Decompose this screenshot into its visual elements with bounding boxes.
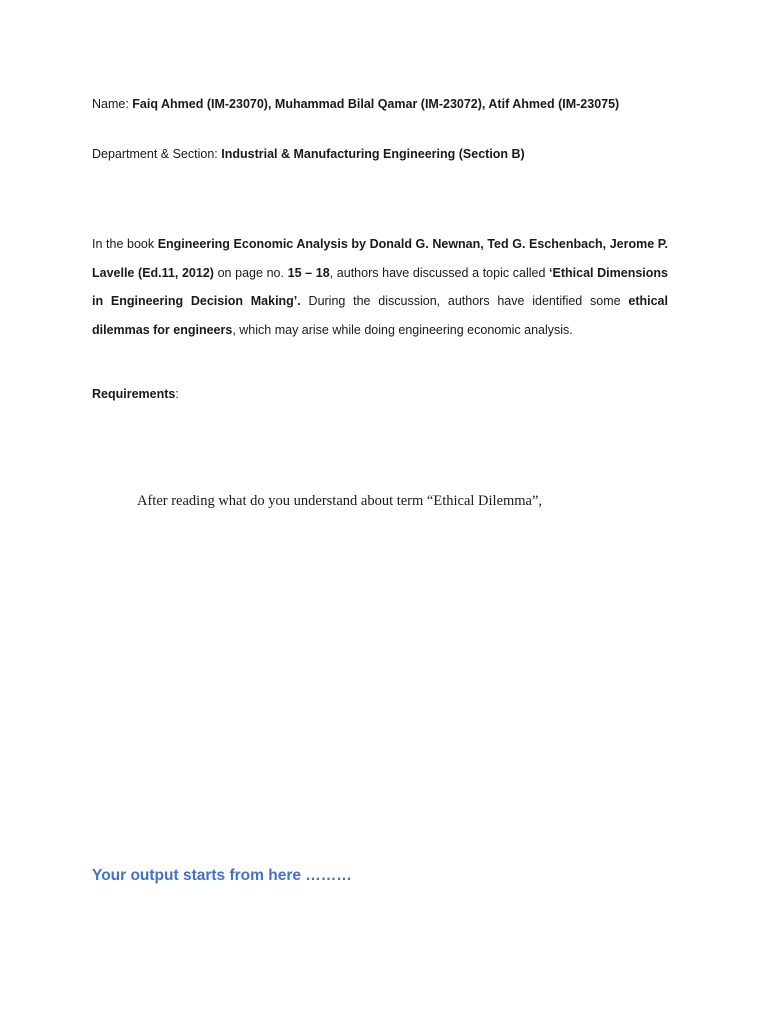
name-label: Name: — [92, 97, 133, 111]
department-value: Industrial & Manufacturing Engineering (Section B) — [221, 147, 525, 161]
requirements-heading — [92, 386, 179, 402]
intro-text-1: In the book — [92, 237, 158, 251]
output-start-note: Your output starts from here ……… — [92, 867, 352, 884]
ethical-dilemmas-phrase: ethical dilemmas for engineers — [92, 294, 668, 337]
intro-paragraph — [92, 230, 668, 344]
department-label: Department & Section: — [92, 147, 222, 161]
book-reference: Engineering Economic Analysis by Donald G. Newnan, Ted G. Eschenbach, Jerome P. Lavelle (Ed.11, 2012) — [92, 237, 668, 280]
page-range: 15 – 18 — [287, 265, 330, 280]
intro-text-4: During the discussion, authors have identified some — [300, 294, 629, 309]
department-line — [92, 146, 525, 162]
intro-text-2: on page no. — [213, 265, 288, 280]
requirements-colon: : — [175, 387, 179, 401]
topic-title: ‘Ethical Dimensions in Engineering Decision Making’. — [92, 265, 668, 309]
question-text: After reading what do you understand about term “Ethical Dilemma”, — [137, 493, 543, 509]
intro-text-3: , authors have discussed a topic called — [329, 265, 550, 280]
name-value: Faiq Ahmed (IM-23070), Muhammad Bilal Qamar (IM-23072), Atif Ahmed (IM-23075) — [132, 97, 620, 111]
requirements-label: Requirements — [92, 387, 176, 401]
intro-text-5: , which may arise while doing engineering economic analysis. — [232, 322, 573, 337]
name-line — [92, 96, 619, 112]
